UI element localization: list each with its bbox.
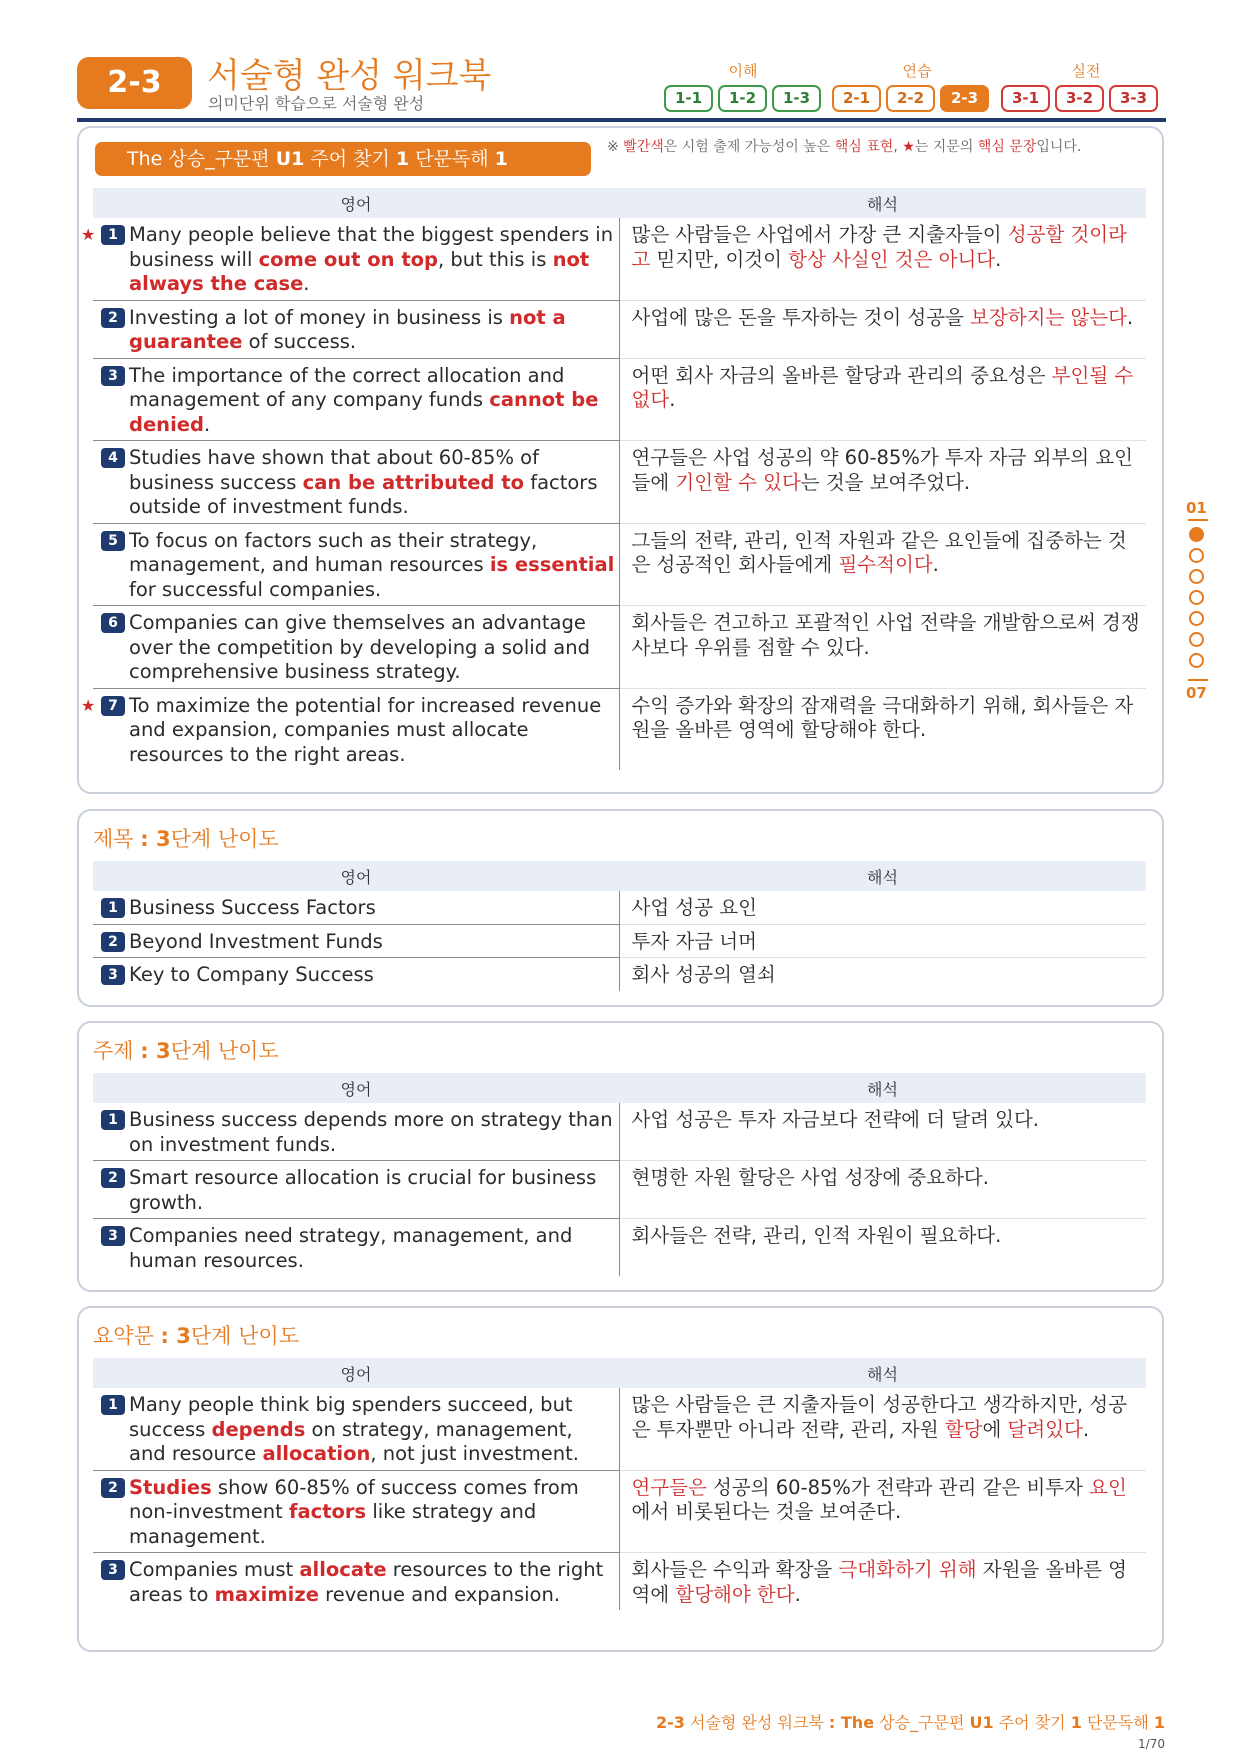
key-expression: maximize: [214, 1582, 319, 1606]
key-expression: 기인할 수 있다: [675, 470, 801, 494]
sentence-number: 6: [101, 613, 125, 633]
sentence-text: 회사 성공의 열쇠: [631, 963, 776, 986]
key-expression: allocate: [299, 1558, 387, 1581]
korean-translation: [619, 924, 1146, 958]
sentence-text: 사업 성공 요인: [631, 896, 757, 919]
korean-translation: [619, 688, 1146, 770]
sentence-text: .: [995, 247, 1002, 271]
sentence-text: Business success depends more on strategy than on investment funds.: [129, 1108, 613, 1156]
passage-title: The 상승_구문편 U1 주어 찾기 1 단문독해 1: [95, 142, 591, 176]
sentence-text: 성공의 60-85%가 전략과 관리 같은 비투자: [706, 1475, 1090, 1499]
chip-3-1[interactable]: 3-1: [1001, 85, 1050, 112]
sentence-text: .: [1127, 305, 1134, 329]
sentence-text: Key to Company Success: [129, 963, 374, 986]
korean-translation: [619, 300, 1146, 358]
title-table: [93, 861, 1146, 991]
key-expression: can be attributed to: [302, 470, 524, 494]
korean-translation: [619, 1161, 1146, 1219]
sentence-text: 에서 비롯된다는 것을 보여준다.: [631, 1500, 902, 1523]
table-row: [93, 1161, 1146, 1219]
table-row: [93, 688, 1146, 770]
table-row: [93, 523, 1146, 606]
korean-translation: [619, 523, 1146, 606]
level-label-real: 실전: [1071, 62, 1101, 80]
table-row: [93, 891, 1146, 924]
key-expression: Studies: [129, 1475, 212, 1499]
chip-2-2[interactable]: 2-2: [886, 85, 935, 112]
korean-translation: [619, 218, 1146, 300]
footer-caption: 2-3 서술형 완성 워크북 : The 상승_구문편 U1 주어 찾기 1 단문독해 1: [656, 1713, 1165, 1732]
page-title: 서술형 완성 워크북: [207, 56, 492, 96]
key-expression: come out on top: [258, 247, 439, 271]
sentence-text: Business Success Factors: [129, 896, 376, 919]
english-sentence: [81, 218, 619, 300]
summary-section-heading: 요약문 : 3단계 난이도: [93, 1324, 299, 1348]
sentence-number: 7: [101, 696, 125, 716]
page-dot-icon[interactable]: [1189, 653, 1204, 668]
sentence-text: 어떤 회사 자금의 올바른 할당과 관리의 중요성은: [631, 363, 1052, 387]
key-expression: cannot be denied: [129, 388, 599, 436]
page-dot-icon[interactable]: [1189, 611, 1204, 626]
english-sentence: [93, 958, 619, 991]
chip-2-1[interactable]: 2-1: [832, 85, 881, 112]
sentence-text: .: [669, 388, 676, 411]
english-sentence: [93, 924, 619, 958]
sentence-text: 그들의 전략, 관리, 인적 자원과 같은 요인들에 집중하는 것은 성공적인 회사들에게: [631, 528, 1127, 576]
side-nav-divider-bottom: [1188, 679, 1208, 681]
key-sentence-star-icon: ★: [81, 695, 96, 715]
korean-translation: [619, 1553, 1146, 1611]
sentence-number: 3: [101, 1560, 125, 1580]
sentence-text: 회사들은 견고하고 포괄적인 사업 전략을 개발함으로써 경쟁사보다 우위를 점할 수 있다.: [631, 611, 1140, 659]
korean-translation: [619, 1219, 1146, 1277]
sentence-text: Companies must: [129, 1558, 300, 1581]
table-row: [93, 358, 1146, 441]
sentence-number: 1: [101, 1395, 125, 1415]
key-expression: 부인될 수 없다: [631, 363, 1134, 411]
sentence-text: factors outside of investment funds.: [129, 470, 598, 518]
key-expression: 극대화하기 위해: [838, 1558, 977, 1581]
key-expression: 달려있다: [1007, 1417, 1083, 1441]
sentence-text: 는 것을 보여주었다.: [800, 470, 971, 494]
sentence-text: resources to the right areas to: [129, 1558, 604, 1606]
english-sentence: [93, 358, 619, 441]
english-sentence: [93, 441, 619, 524]
sentence-text: .: [203, 412, 211, 436]
sentence-text: 회사들은 수익과 확장을: [631, 1558, 839, 1581]
key-expression: allocation: [262, 1442, 371, 1465]
sentence-text: 에: [982, 1417, 1008, 1441]
sentence-text: 사업 성공은 투자 자금보다 전략에 더 달려 있다.: [631, 1108, 1039, 1131]
sentence-text: 수익 증가와 확장의 잠재력을 극대화하기 위해, 회사들은 자원을 올바른 영역에 할당해야 한다.: [631, 693, 1134, 741]
sentence-text: 사업에 많은 돈을 투자하는 것이 성공을: [631, 305, 971, 329]
korean-translation: [619, 1388, 1146, 1470]
sentence-text: 믿지만, 이것이: [650, 247, 789, 271]
key-expression: 연구들은: [631, 1475, 707, 1499]
page-subtitle: 의미단위 학습으로 서술형 완성: [208, 94, 425, 113]
table-row: [93, 218, 1146, 300]
passage-box: [77, 126, 1164, 794]
korean-translation: [619, 358, 1146, 441]
key-expression: not a guarantee: [129, 305, 566, 353]
side-nav-end: 07: [1186, 684, 1207, 702]
level-label-understand: 이해: [728, 62, 758, 80]
sentence-number: 2: [101, 932, 125, 952]
sentence-number: 2: [101, 1478, 125, 1498]
sentence-text: , not just investment.: [370, 1442, 580, 1465]
table-row: [93, 300, 1146, 358]
table-row: [93, 924, 1146, 958]
korean-translation: [619, 606, 1146, 689]
key-sentence-star-icon: ★: [81, 225, 96, 244]
table-row: [93, 1388, 1146, 1470]
sentence-text: Companies need strategy, management, and human resources.: [129, 1224, 573, 1272]
sentence-number: 3: [101, 965, 125, 985]
korean-translation: [619, 441, 1146, 524]
side-nav-divider-top: [1188, 519, 1208, 521]
sentence-text: .: [794, 1582, 801, 1606]
column-header-korean: 해석: [619, 861, 1146, 891]
title-section-heading: 제목 : 3단계 난이도: [93, 827, 279, 851]
key-expression: 항상 사실인 것은 아니다: [788, 247, 996, 271]
korean-translation: [619, 958, 1146, 991]
sentence-text: Investing a lot of money in business is: [129, 305, 510, 329]
sentence-text: show 60-85% of success comes from non-investment: [129, 1475, 579, 1523]
title-box: [77, 809, 1164, 1007]
sentence-text: 연구들은 사업 성공의 약 60-85%가 투자 자금 외부의 요인들에: [631, 446, 1134, 494]
table-row: [93, 1553, 1146, 1611]
sentence-text: To maximize the potential for increased revenue and expansion, companies must allocate resources to the right areas.: [129, 693, 602, 766]
english-sentence: [93, 1161, 619, 1219]
sentence-number: 3: [101, 366, 125, 386]
passage-table: [81, 188, 1146, 770]
key-expression: depends: [211, 1417, 306, 1441]
sentence-text: Many people believe that the biggest spenders in business will: [129, 223, 614, 271]
korean-translation: [619, 1470, 1146, 1553]
english-sentence: [93, 1219, 619, 1277]
key-expression: 보장하지는 않는다: [970, 305, 1127, 329]
section-badge: 2-3: [77, 57, 192, 109]
page-dot-icon[interactable]: [1189, 590, 1204, 605]
table-row: [93, 1470, 1146, 1553]
chip-1-1[interactable]: 1-1: [664, 85, 713, 112]
page-dot-icon[interactable]: [1189, 527, 1204, 542]
sentence-text: for successful companies.: [129, 577, 382, 601]
level-label-practice: 연습: [902, 62, 932, 80]
sentence-text: 많은 사람들은 사업에서 가장 큰 지출자들이: [631, 223, 1008, 246]
sentence-text: Studies have shown that about 60-85% of business success: [129, 446, 539, 494]
sentence-text: on strategy, management, and resource: [129, 1417, 573, 1465]
key-expression: 할당: [944, 1417, 983, 1441]
sentence-text: .: [303, 272, 310, 295]
key-expression: 필수적이다: [838, 553, 933, 576]
chip-2-3[interactable]: 2-3: [940, 85, 989, 112]
chip-3-3[interactable]: 3-3: [1109, 85, 1158, 112]
chip-3-2[interactable]: 3-2: [1055, 85, 1104, 112]
sentence-text: 자원을 올바른 영역에: [631, 1558, 1127, 1606]
english-sentence: [93, 1553, 619, 1611]
page-dot-icon[interactable]: [1189, 632, 1204, 647]
english-sentence: [93, 300, 619, 358]
summary-table: [93, 1358, 1146, 1610]
sentence-text: of success.: [242, 330, 357, 353]
sentence-number: 4: [101, 448, 125, 468]
sentence-number: 2: [101, 308, 125, 328]
english-sentence: [93, 891, 619, 924]
chip-1-3[interactable]: 1-3: [772, 85, 821, 112]
key-expression: 요인: [1089, 1475, 1127, 1499]
english-sentence: [93, 1388, 619, 1470]
column-header-english: 영어: [93, 861, 619, 891]
sentence-text: To focus on factors such as their strategy, management, and human resources: [129, 528, 538, 576]
table-row: [93, 441, 1146, 524]
sentence-number: 5: [101, 531, 125, 551]
topic-section-heading: 주제 : 3단계 난이도: [93, 1039, 279, 1063]
key-expression: not always the case: [129, 247, 590, 295]
table-row: [93, 1219, 1146, 1277]
column-header-korean: 해석: [619, 188, 1146, 218]
korean-translation: [619, 1103, 1146, 1161]
sentence-text: Companies can give themselves an advantage over the competition by developing a solid and comprehensive business strategy.: [129, 611, 590, 683]
table-row: [93, 606, 1146, 689]
sentence-number: 1: [101, 898, 125, 918]
sentence-number: 2: [101, 1168, 125, 1188]
sentence-text: .: [932, 553, 939, 576]
sentence-text: The importance of the correct allocation and management of any company funds: [129, 363, 565, 411]
table-row: [93, 958, 1146, 991]
page-dot-icon[interactable]: [1189, 548, 1204, 563]
english-sentence: [81, 688, 619, 770]
sentence-text: 회사들은 전략, 관리, 인적 자원이 필요하다.: [631, 1224, 1002, 1247]
sentence-text: 현명한 자원 할당은 사업 성장에 중요하다.: [631, 1166, 989, 1189]
topic-box: [77, 1021, 1164, 1292]
chip-1-2[interactable]: 1-2: [718, 85, 767, 112]
topic-table: [93, 1073, 1146, 1276]
page-dot-icon[interactable]: [1189, 569, 1204, 584]
column-header-korean: 해석: [619, 1358, 1146, 1388]
column-header-english: 영어: [93, 1073, 619, 1103]
sentence-text: , but this is: [438, 247, 553, 271]
column-header-english: 영어: [93, 188, 619, 218]
key-expression: 성공할 것이라고: [631, 223, 1127, 271]
sentence-text: Many people think big spenders succeed, but success: [129, 1393, 573, 1441]
summary-box: [77, 1306, 1164, 1652]
column-header-korean: 해석: [619, 1073, 1146, 1103]
sentence-number: 3: [101, 1226, 125, 1246]
sentence-number: 1: [101, 225, 125, 245]
side-nav-start: 01: [1186, 499, 1207, 517]
english-sentence: [93, 523, 619, 606]
sentence-text: revenue and expansion.: [318, 1582, 561, 1606]
legend-note: ※ 빨간색은 시험 출제 가능성이 높은 핵심 표현, ★는 지문의 핵심 문장입니다.: [607, 139, 1082, 155]
sentence-number: 1: [101, 1110, 125, 1130]
english-sentence: [93, 1103, 619, 1161]
sentence-text: 투자 자금 너머: [631, 929, 757, 953]
korean-translation: [619, 891, 1146, 924]
table-row: [93, 1103, 1146, 1161]
key-expression: 할당해야 한다: [675, 1582, 795, 1606]
key-expression: factors: [289, 1500, 367, 1523]
page-number: 1/70: [1138, 1737, 1165, 1751]
sentence-text: .: [1082, 1417, 1090, 1441]
sentence-text: Beyond Investment Funds: [129, 929, 383, 953]
sentence-text: like strategy and management.: [129, 1500, 537, 1548]
sentence-text: 많은 사람들은 큰 지출자들이 성공한다고 생각하지만, 성공은 투자뿐만 아니라 전략, 관리, 자원: [631, 1393, 1127, 1441]
key-expression: is essential: [489, 553, 615, 576]
sentence-text: Smart resource allocation is crucial for business growth.: [129, 1166, 597, 1214]
english-sentence: [93, 606, 619, 689]
english-sentence: [93, 1470, 619, 1553]
column-header-english: 영어: [93, 1358, 619, 1388]
header-divider: [77, 118, 1166, 122]
